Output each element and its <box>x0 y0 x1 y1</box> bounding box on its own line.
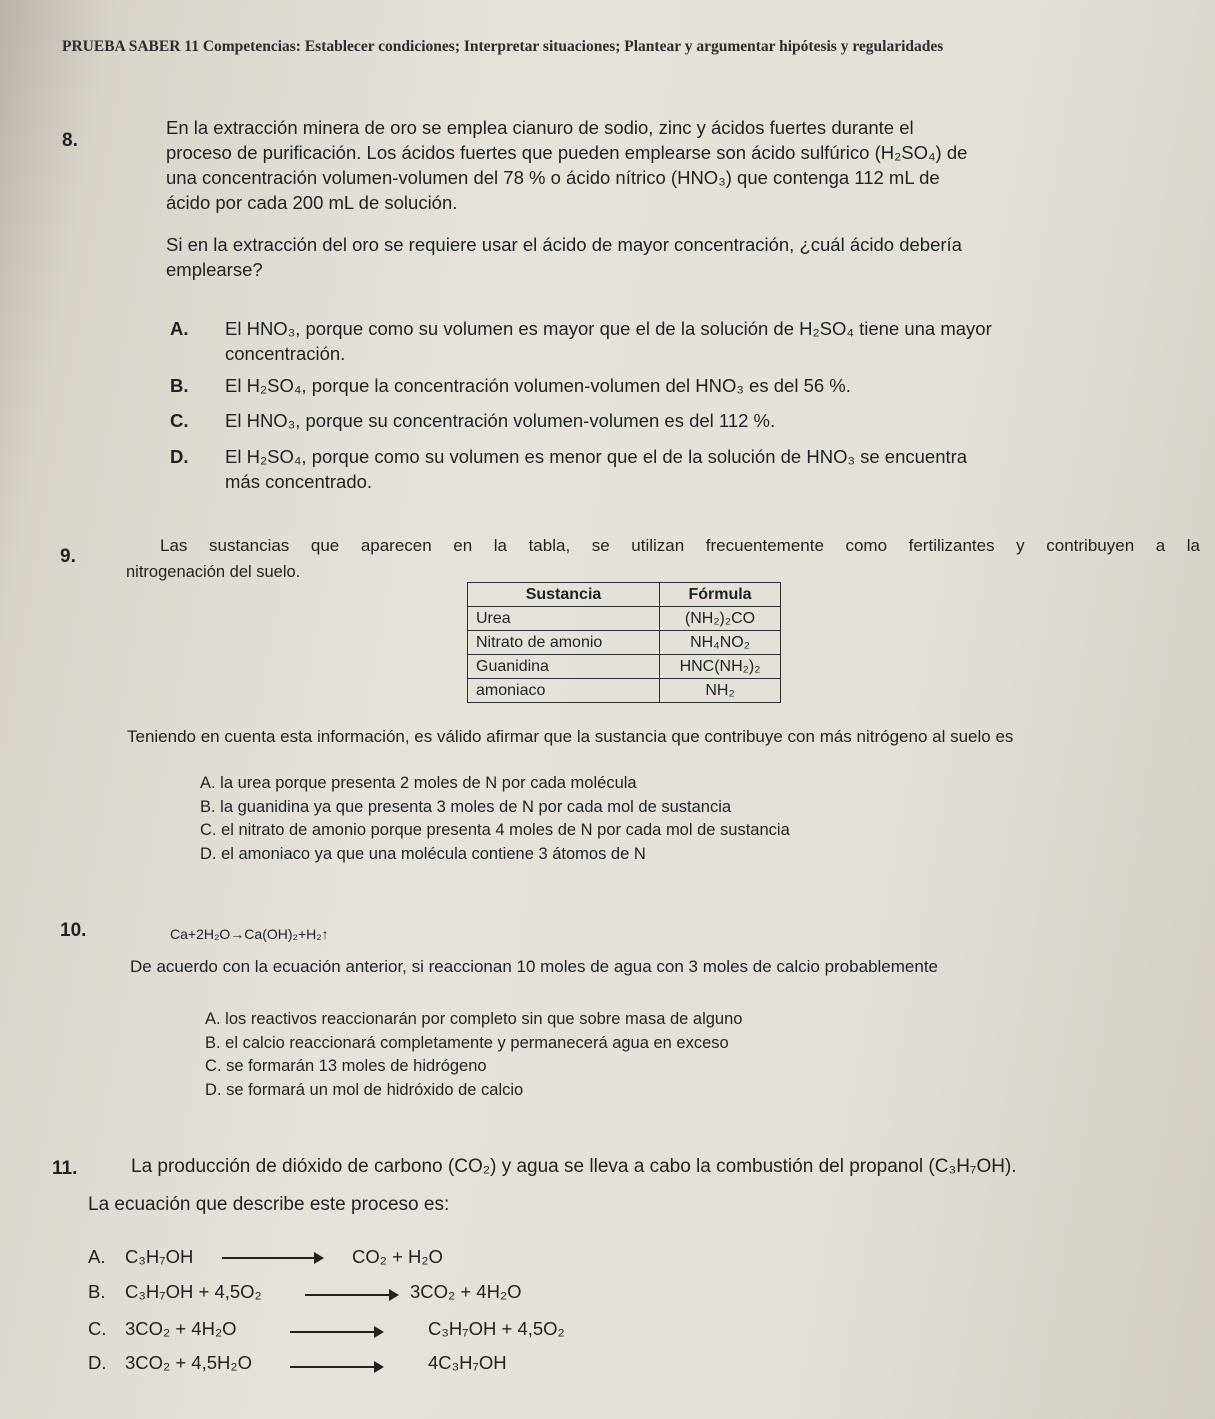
option-letter: A. <box>170 318 189 339</box>
question-11-option-c-products: C₃H₇OH + 4,5O₂ <box>428 1318 565 1339</box>
question-9-option-c[interactable]: C. el nitrato de amonio porque presenta 4 moles de N por cada mol de sustancia <box>200 821 790 839</box>
reaction-arrow-icon <box>290 1366 382 1368</box>
question-8-option-a[interactable] <box>170 316 1100 366</box>
question-8-prompt-line: emplearse? <box>166 259 263 280</box>
question-11-option-b-reactants: C₃H₇OH + 4,5O₂ <box>125 1281 262 1302</box>
option-text: El HNO₃, porque su concentración volumen-volumen es del 112 %. <box>225 410 776 431</box>
question-10-number: 10. <box>60 920 87 941</box>
option-text: El H₂SO₄, porque como su volumen es menor que el de la solución de HNO₃ se encuentra <box>225 446 968 467</box>
question-9-options <box>200 772 790 866</box>
table-cell: (NH₂)₂CO <box>660 607 781 631</box>
table-cell: Urea <box>468 607 660 631</box>
question-10-option-d[interactable]: D. se formará un mol de hidróxido de calcio <box>205 1080 524 1099</box>
table-cell: Guanidina <box>468 655 660 679</box>
question-11-option-d-letter[interactable]: D. <box>88 1352 107 1373</box>
question-11-option-d-reactants: 3CO₂ + 4,5H₂O <box>125 1352 252 1373</box>
table-header-cell: Sustancia <box>468 583 660 607</box>
question-11-stem: La producción de dióxido de carbono (CO₂) y agua se lleva a cabo la combustión del propanol (C₃H₇OH). <box>131 1156 1017 1177</box>
reaction-arrow-icon <box>305 1294 397 1296</box>
question-11-option-b-products: 3CO₂ + 4H₂O <box>410 1281 522 1302</box>
question-11-option-c-letter[interactable]: C. <box>88 1318 107 1339</box>
question-9-option-a[interactable]: A. la urea porque presenta 2 moles de N por cada molécula <box>200 774 637 792</box>
question-11-option-c-reactants: 3CO₂ + 4H₂O <box>125 1318 237 1339</box>
question-9-prompt: Teniendo en cuenta esta información, es válido afirmar que la sustancia que contribuye con más nitrógeno al suelo es <box>127 727 1014 746</box>
table-row <box>468 607 781 631</box>
question-11-prompt: La ecuación que describe este proceso es: <box>88 1194 450 1215</box>
table-cell: amoniaco <box>468 679 660 703</box>
question-9-stem-line-1: Las sustancias que aparecen en la tabla, se utilizan frecuentemente como fertilizantes y contribuyen a la <box>160 536 1200 555</box>
option-letter: B. <box>170 375 189 396</box>
question-10-option-b[interactable]: B. el calcio reaccionará completamente y permanecerá agua en exceso <box>205 1033 729 1052</box>
page-header: PRUEBA SABER 11 Competencias: Establecer condiciones; Interpretar situaciones; Plantear y argumentar hipótesis y regularidades <box>62 38 944 55</box>
question-8-option-b[interactable] <box>170 373 1100 398</box>
question-8-stem-line: proceso de purificación. Los ácidos fuertes que pueden emplearse son ácido sulfúrico (H₂SO₄) de <box>166 142 968 163</box>
question-9-option-b[interactable]: B. la guanidina ya que presenta 3 moles de N por cada mol de sustancia <box>200 797 732 816</box>
question-10-option-c[interactable]: C. se formarán 13 moles de hidrógeno <box>205 1057 487 1075</box>
question-11-option-b-letter[interactable]: B. <box>88 1281 106 1302</box>
table-cell: Nitrato de amonio <box>468 631 660 655</box>
question-8-stem-line: En la extracción minera de oro se emplea cianuro de sodio, zinc y ácidos fuertes durante el <box>166 117 914 138</box>
option-letter: D. <box>170 446 189 467</box>
option-letter: C. <box>170 410 189 431</box>
question-11-option-a-reactants: C₃H₇OH <box>125 1246 194 1267</box>
question-9-stem-line-2: nitrogenación del suelo. <box>126 563 301 581</box>
question-11-option-a-products: CO₂ + H₂O <box>352 1246 443 1267</box>
option-text: más concentrado. <box>225 471 373 492</box>
table-header-cell: Fórmula <box>660 583 781 607</box>
option-text: concentración. <box>225 343 346 364</box>
question-10-equation: Ca+2H₂O→Ca(OH)₂+H₂↑ <box>170 926 329 942</box>
table-row <box>468 679 781 703</box>
question-8-option-c[interactable] <box>170 408 1100 433</box>
table-row <box>468 631 781 655</box>
question-8-prompt <box>166 232 1106 282</box>
question-9-number: 9. <box>60 546 76 567</box>
question-8-stem-line: una concentración volumen-volumen del 78 % o ácido nítrico (HNO₃) que contenga 112 mL de <box>166 167 940 188</box>
question-10-options <box>205 1008 742 1102</box>
option-text: El HNO₃, porque como su volumen es mayor que el de la solución de H₂SO₄ tiene una mayor <box>225 318 992 339</box>
question-8-option-d[interactable] <box>170 444 1100 494</box>
question-11-option-a-letter[interactable]: A. <box>88 1246 106 1267</box>
table-cell: NH₄NO₂ <box>660 631 781 655</box>
option-text: El H₂SO₄, porque la concentración volumen-volumen del HNO₃ es del 56 %. <box>225 375 851 396</box>
question-10-prompt: De acuerdo con la ecuación anterior, si reaccionan 10 moles de agua con 3 moles de calcio probablemente <box>130 957 938 976</box>
substances-table <box>467 582 781 703</box>
table-cell: HNC(NH₂)₂ <box>660 655 781 679</box>
question-8-stem-line: ácido por cada 200 mL de solución. <box>166 192 458 213</box>
question-11-number: 11. <box>52 1158 78 1179</box>
table-row <box>468 655 781 679</box>
reaction-arrow-icon <box>290 1331 382 1333</box>
question-11-option-d-products: 4C₃H₇OH <box>428 1352 507 1373</box>
question-8-stem <box>166 115 1106 215</box>
table-header-row <box>468 583 781 607</box>
question-8-prompt-line: Si en la extracción del oro se requiere usar el ácido de mayor concentración, ¿cuál ácido debería <box>166 234 962 255</box>
table-cell: NH₂ <box>660 679 781 703</box>
question-8-number: 8. <box>62 130 78 151</box>
question-10-option-a[interactable]: A. los reactivos reaccionarán por completo sin que sobre masa de alguno <box>205 1010 743 1028</box>
reaction-arrow-icon <box>222 1257 322 1259</box>
question-9-option-d[interactable]: D. el amoniaco ya que una molécula contiene 3 átomos de N <box>200 844 646 863</box>
